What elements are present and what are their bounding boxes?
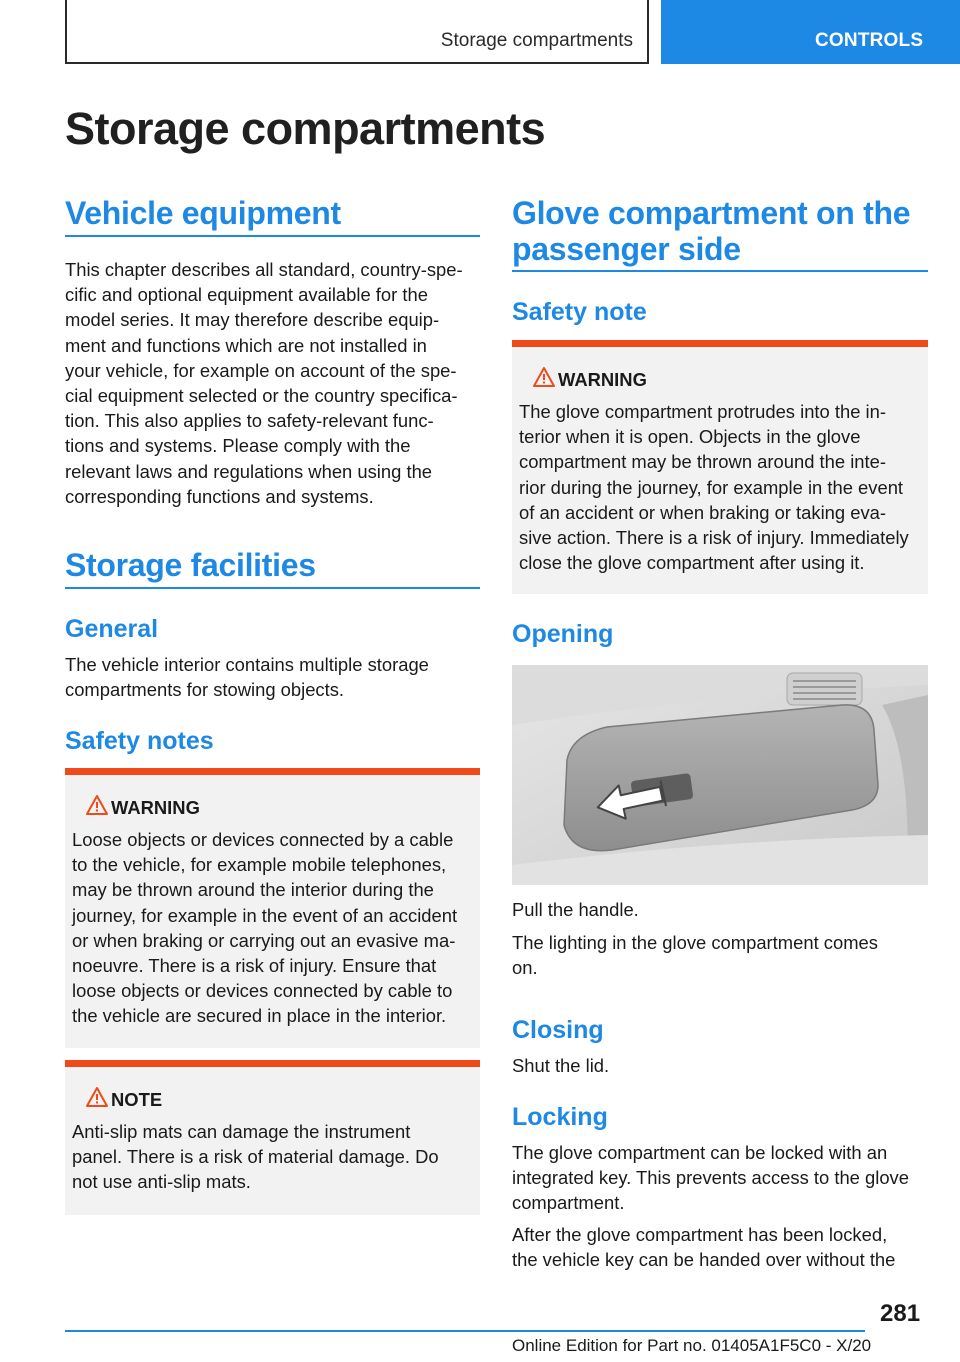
text-line: rior during the journey, for example in the event [519,476,904,498]
header-section-label: Storage compartments [440,30,633,51]
text-line: the vehicle key can be handed over without the [512,1249,896,1271]
text-line: journey, for example in the event of an accident [72,904,458,926]
footer-rule [65,1330,865,1332]
locking-text-1 [512,1140,928,1216]
closing-text: Shut the lid. [512,1055,610,1076]
text-line: corresponding functions and systems. [65,485,374,507]
page-title: Storage compartments [65,103,546,154]
warning-bar [65,768,480,775]
text-line: Anti-slip mats can damage the instrument [72,1121,411,1142]
opening-heading: Opening [512,620,614,648]
heading-line: Glove compartment on the [512,195,911,231]
header-chapter-tab [661,0,960,64]
text-line: terior when it is open. Objects in the glove [519,426,861,448]
warning-bar [512,340,928,347]
text-line: cial equipment selected or the country specifica‐ [65,385,458,407]
text-line: your vehicle, for example on account of the spe‐ [65,359,457,381]
glove-warning-box [512,340,928,594]
text-line: The glove compartment can be locked with an [512,1142,888,1163]
glove-compartment-illustration [512,665,928,885]
text-line: to the vehicle, for example mobile telephones, [72,854,447,876]
text-line: model series. It may therefore describe equip‐ [65,309,440,331]
general-text [65,652,480,702]
opening-step-1: Pull the handle. [512,899,639,920]
text-line: of an accident or when braking or taking eva‐ [519,501,887,523]
storage-facilities-heading: Storage facilities [65,547,316,583]
text-line: integrated key. This prevents access to the glove [512,1167,909,1189]
text-line: close the glove compartment after using it. [519,552,865,574]
warning-label: WARNING [558,369,647,390]
text-line: tions and systems. Please comply with the [65,435,411,457]
warning-label: WARNING [111,797,200,818]
note-text [72,1119,477,1195]
safety-notes-heading: Safety notes [65,727,214,755]
note-bar [65,1060,480,1067]
text-line: on. [512,957,538,979]
glove-compartment-rule [512,270,928,272]
text-line: cific and optional equipment available for the [65,284,428,306]
vehicle-equipment-heading: Vehicle equipment [65,195,341,231]
text-line: The lighting in the glove compartment comes [512,932,878,953]
glove-warning-text [519,399,926,575]
heading-line: passenger side [512,231,741,267]
header-chapter-label: CONTROLS [815,30,924,51]
note-triangle-icon [85,1086,109,1113]
locking-text-2 [512,1222,928,1272]
text-line: After the glove compartment has been locked, [512,1224,888,1245]
text-line: loose objects or devices connected by cable to [72,980,453,1002]
text-line: compartment may be thrown around the inte‐ [519,451,886,473]
text-line: The vehicle interior contains multiple storage [65,654,429,675]
warning-text [72,827,477,1029]
text-line: tion. This also applies to safety-relevant func‐ [65,410,434,432]
note-label: NOTE [111,1089,163,1110]
text-line: The glove compartment protrudes into the in‐ [519,401,886,422]
text-line: or when braking or carrying out an evasive ma‐ [72,929,456,951]
warning-box [65,768,480,1048]
closing-heading: Closing [512,1016,604,1044]
text-line: the vehicle are secured in place in the interior. [72,1005,447,1027]
note-box [65,1060,480,1215]
warning-triangle-icon [532,366,556,393]
text-line: not use anti-slip mats. [72,1171,251,1193]
text-line: noeuvre. There is a risk of injury. Ensure that [72,955,437,977]
locking-heading: Locking [512,1103,608,1131]
general-heading: General [65,615,159,643]
text-line: Loose objects or devices connected by a cable [72,829,454,850]
safety-note-heading: Safety note [512,298,647,326]
text-line: compartments for stowing objects. [65,679,345,701]
text-line: This chapter describes all standard, country-spe‐ [65,259,463,280]
text-line: sive action. There is a risk of injury. Immediately [519,527,909,549]
page-number: 281 [880,1300,921,1327]
glove-compartment-heading [512,195,910,267]
vehicle-equipment-text [65,257,480,509]
warning-triangle-icon [85,794,109,821]
text-line: compartment. [512,1192,625,1214]
storage-facilities-rule [65,587,480,589]
opening-step-2 [512,930,928,980]
footer-edition: Online Edition for Part no. 01405A1F5C0 - X/20 [512,1336,872,1355]
text-line: ment and functions which are not installed in [65,334,427,356]
vehicle-equipment-rule [65,235,480,237]
text-line: relevant laws and regulations when using the [65,460,433,482]
text-line: panel. There is a risk of material damage. Do [72,1146,439,1168]
text-line: may be thrown around the interior during the [72,879,434,901]
header-section-tab [65,0,649,64]
